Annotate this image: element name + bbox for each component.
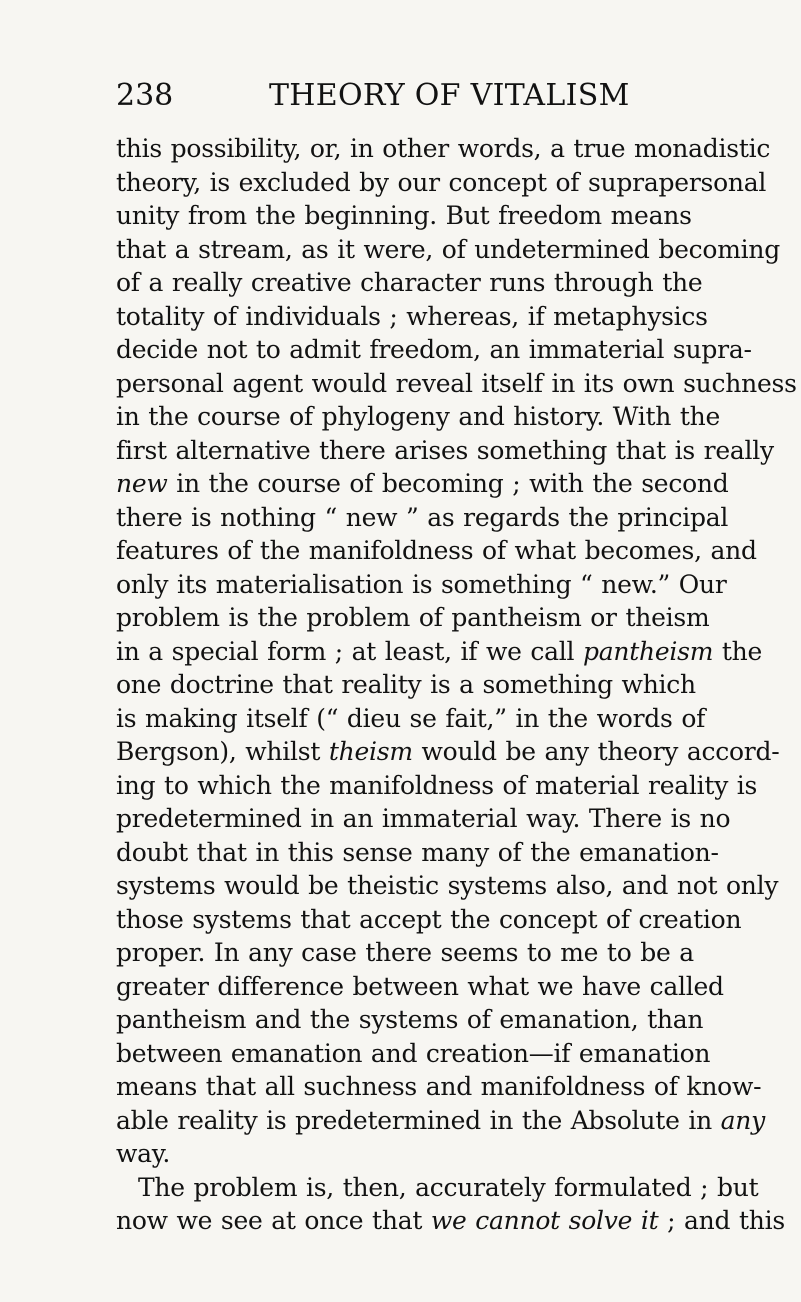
text-line [116, 501, 729, 535]
text-segment: is making itself (“ dieu se fait,” in the words of [116, 703, 706, 733]
text-segment: totality of individuals ; whereas, if metaphysics [116, 301, 708, 331]
text-segment: in a special form ; at least, if we call [116, 636, 583, 666]
text-segment: greater difference between what we have called [116, 971, 724, 1001]
text-segment: the [713, 636, 763, 666]
italic-segment: theism [328, 737, 413, 766]
text-line [116, 836, 719, 870]
text-line [116, 802, 731, 836]
text-line [116, 132, 771, 166]
text-segment: in the course of phylogeny and history. With the [116, 402, 721, 431]
text-segment: unity from the beginning. But freedom means [116, 201, 692, 230]
text-line [116, 534, 757, 568]
text-segment: decide not to admit freedom, an immaterial supra- [116, 335, 752, 364]
text-segment: pantheism and the systems of emanation, than [116, 1005, 704, 1034]
text-segment: The problem is, then, accurately formulated ; but [138, 1172, 759, 1202]
text-line [116, 1070, 762, 1104]
text-line [116, 769, 758, 803]
text-line [116, 869, 779, 903]
text-line [116, 367, 797, 401]
text-segment: there is nothing “ new ” as regards the principal [116, 502, 729, 532]
text-line [116, 635, 763, 669]
text-segment: ; and this [658, 1206, 785, 1235]
text-line [116, 400, 721, 434]
italic-segment: pantheism [582, 636, 714, 666]
text-line [116, 300, 708, 334]
text-segment: that a stream, as it were, of undetermined becoming [116, 234, 781, 264]
text-line [116, 1137, 688, 1171]
text-line [116, 333, 752, 367]
text-line [116, 1003, 704, 1037]
page-number: 238 [116, 78, 174, 113]
text-line [116, 702, 706, 736]
text-line [116, 467, 729, 501]
text-segment: Bergson), whilst [116, 737, 329, 766]
text-line [116, 970, 724, 1004]
text-segment: ing to which the manifoldness of material reality is [116, 770, 758, 800]
text-segment: only its materialisation is something “ new.” Our [116, 569, 727, 599]
italic-segment: new [116, 469, 168, 498]
text-segment: doubt that in this sense many of the emanation- [116, 837, 719, 867]
text-line [116, 1171, 759, 1205]
text-segment: one doctrine that reality is a something which [116, 670, 696, 699]
running-title: THEORY OF VITALISM [269, 78, 630, 113]
text-line [116, 1204, 785, 1238]
text-line [116, 199, 692, 233]
text-segment: problem is the problem of pantheism or theism [116, 603, 710, 632]
text-segment: way. [116, 1139, 171, 1168]
italic-segment: any [720, 1105, 766, 1135]
text-segment: proper. In any case there seems to me to be a [116, 938, 694, 967]
text-line [116, 903, 742, 937]
text-segment: this possibility, or, in other words, a true monadistic [116, 134, 771, 163]
text-segment: systems would be theistic systems also, and not only [116, 871, 779, 900]
text-line [116, 668, 696, 702]
text-segment: personal agent would reveal itself in its own suchness [116, 368, 797, 398]
text-segment: of a really creative character runs through the [116, 268, 703, 297]
text-segment: now we see at once that [116, 1206, 431, 1235]
text-line [116, 568, 727, 602]
text-line [116, 434, 774, 468]
text-segment: between emanation and creation—if emanation [116, 1038, 711, 1068]
text-line [116, 601, 710, 635]
text-line [116, 1104, 766, 1138]
text-segment: those systems that accept the concept of creation [116, 904, 742, 934]
text-line [116, 1037, 711, 1071]
running-header [116, 76, 686, 116]
text-segment: means that all suchness and manifoldness of know- [116, 1072, 762, 1101]
text-line [116, 936, 694, 970]
text-segment: features of the manifoldness of what becomes, and [116, 536, 757, 565]
text-segment: theory, is excluded by our concept of suprapersonal [116, 167, 767, 197]
text-segment: able reality is predetermined in the Absolute in [116, 1105, 721, 1135]
text-line [116, 166, 767, 200]
italic-segment: we cannot solve it [430, 1206, 659, 1235]
text-line [116, 735, 780, 769]
text-segment: would be any theory accord- [412, 737, 780, 766]
text-line [116, 233, 781, 267]
text-segment: first alternative there arises something that is really [116, 435, 774, 465]
body-text [116, 132, 797, 1238]
text-segment: in the course of becoming ; with the second [167, 469, 729, 498]
text-line [116, 266, 703, 300]
text-segment: predetermined in an immaterial way. There is no [116, 804, 731, 833]
